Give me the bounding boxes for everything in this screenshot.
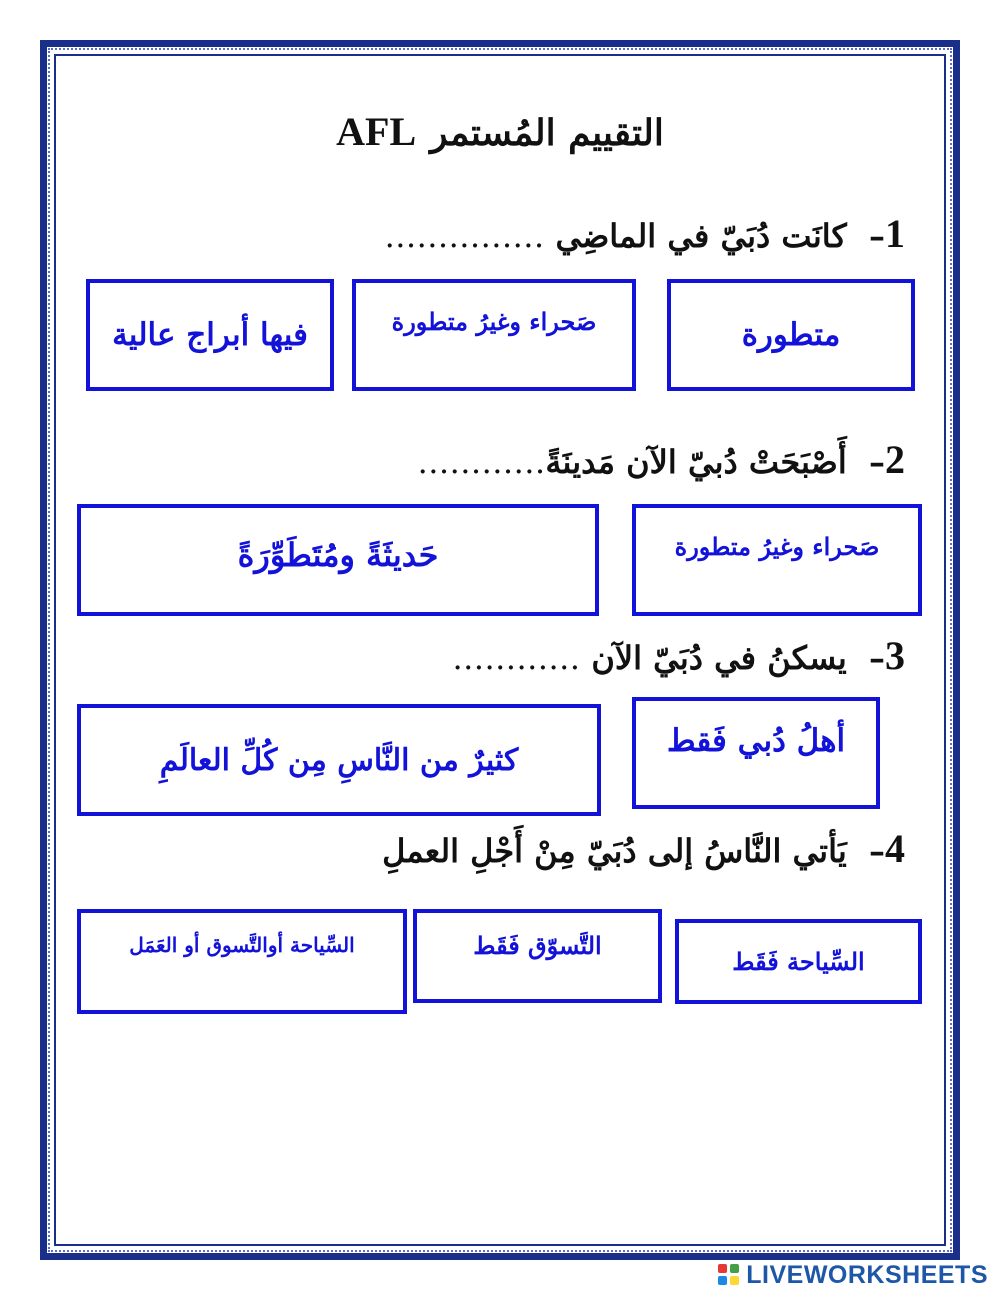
logo-square-2 xyxy=(730,1264,739,1273)
option-1-3[interactable]: فيها أبراج عالية xyxy=(86,279,334,391)
title-text: التقييم المُستمر xyxy=(430,112,664,154)
option-4-2[interactable]: التَّسوّق فَقَط xyxy=(413,909,662,1003)
question-3 xyxy=(452,632,905,679)
question-1 xyxy=(384,210,905,257)
worksheet-title xyxy=(0,108,1000,155)
question-number: 2 xyxy=(885,437,905,482)
logo-square-1 xyxy=(718,1264,727,1273)
logo-text: LIVEWORKSHEETS xyxy=(746,1260,988,1289)
logo-square-3 xyxy=(718,1276,727,1285)
question-4 xyxy=(382,825,905,872)
question-dash: – xyxy=(869,832,885,870)
answer-blank: …………… xyxy=(384,217,545,255)
question-dash: – xyxy=(869,443,885,481)
question-text: يسكنُ في دُبَيّ الآن xyxy=(591,639,847,677)
question-text: كانَت دُبَيّ في الماضِي xyxy=(555,217,847,255)
option-4-1[interactable]: السِّياحة فَقَط xyxy=(675,919,922,1004)
option-2-1[interactable]: صَحراء وغيرُ متطورة xyxy=(632,504,922,616)
logo-square-4 xyxy=(730,1276,739,1285)
question-number: 4 xyxy=(885,826,905,871)
option-1-2[interactable]: صَحراء وغيرُ متطورة xyxy=(352,279,636,391)
question-number: 3 xyxy=(885,633,905,678)
question-number: 1 xyxy=(885,211,905,256)
answer-blank: ………… xyxy=(417,443,546,481)
question-text: يَأتي النَّاسُ إلى دُبَيّ مِنْ أَجْلِ العملِ xyxy=(382,832,847,870)
option-2-2[interactable]: حَديثَةً ومُتَطَوِّرَةً xyxy=(77,504,599,616)
logo-icon xyxy=(718,1264,740,1286)
option-1-1[interactable]: متطورة xyxy=(667,279,915,391)
title-code: AFL xyxy=(336,109,417,154)
question-dash: – xyxy=(869,217,885,255)
option-4-3[interactable]: السِّياحة أوالتَّسوق أو العَمَل xyxy=(77,909,407,1014)
answer-blank: ………… xyxy=(452,639,581,677)
option-3-2[interactable]: كثيرٌ من النَّاسِ مِن كُلِّ العالَمِ xyxy=(77,704,601,816)
option-3-1[interactable]: أهلُ دُبي فَقط xyxy=(632,697,880,809)
question-text: أَصْبَحَتْ دُبيّ الآن مَدينَةً xyxy=(545,443,847,481)
question-2 xyxy=(417,436,905,483)
question-dash: – xyxy=(869,639,885,677)
liveworksheets-logo xyxy=(718,1260,988,1290)
